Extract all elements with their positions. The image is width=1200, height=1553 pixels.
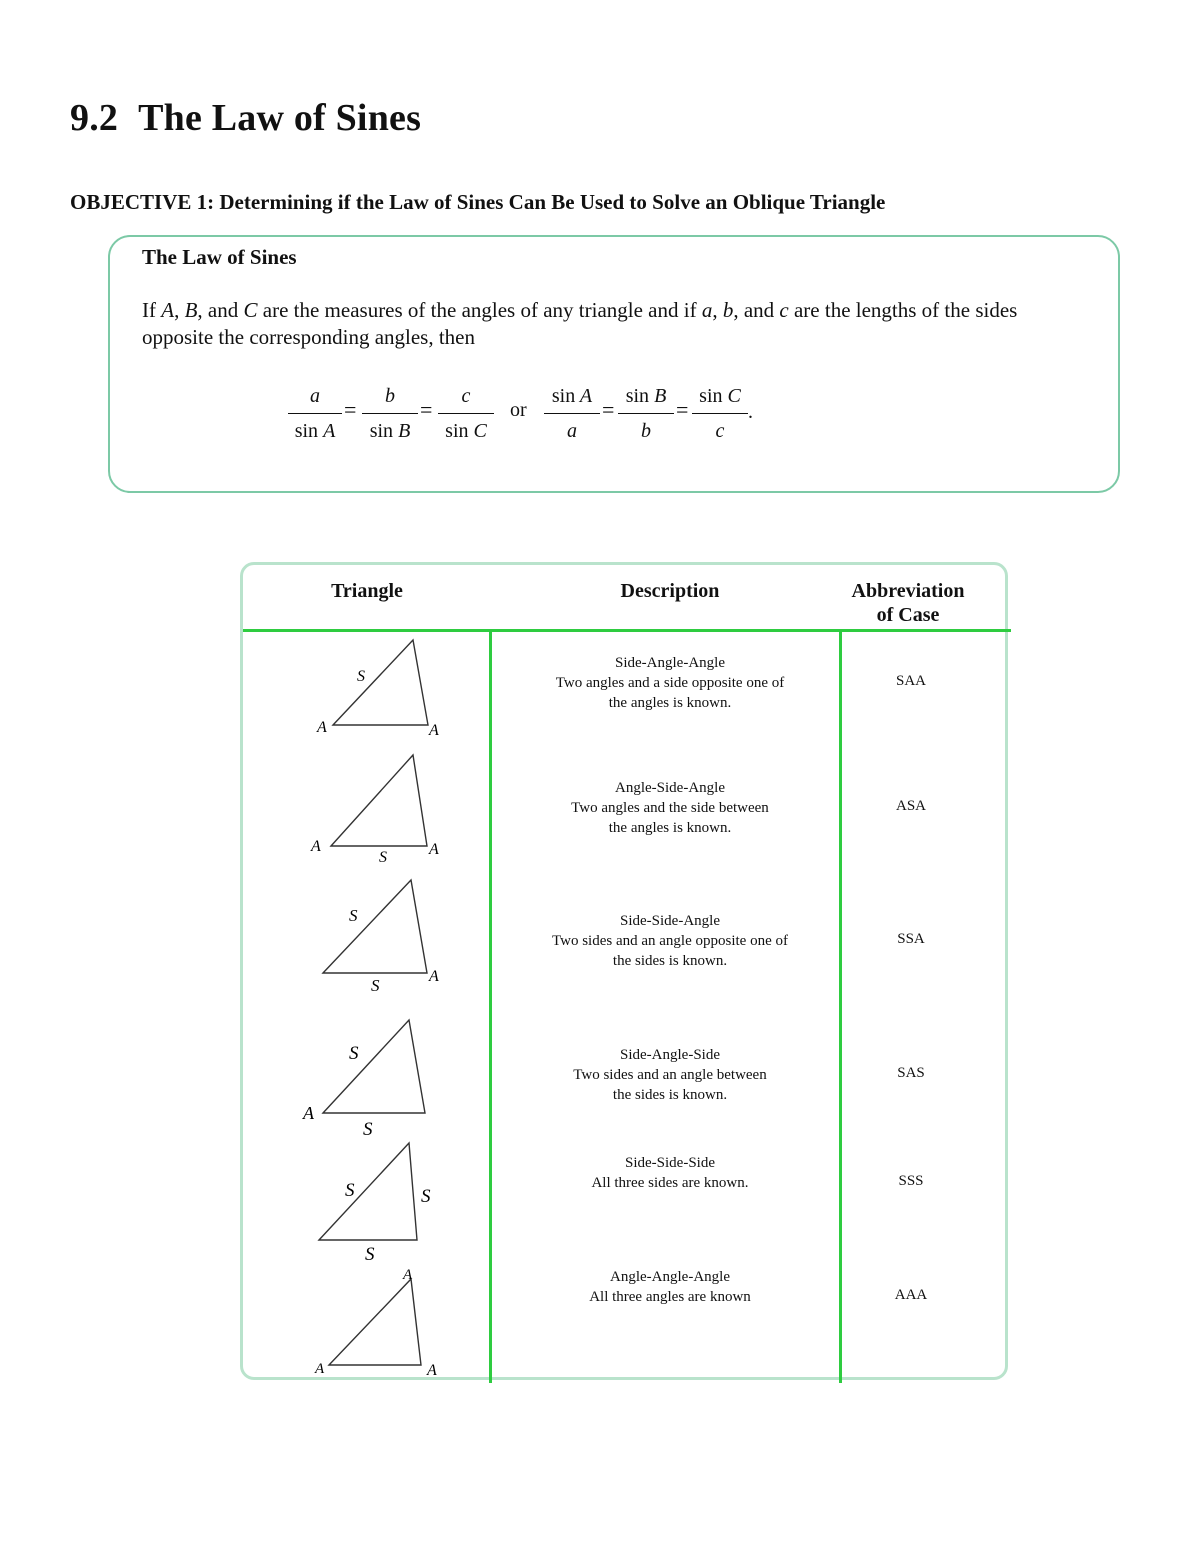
triangle-cases-table [240,562,1008,1380]
header-description: Description [620,580,720,602]
equals-sign: = [602,397,615,422]
description-asa: Angle-Side-Angle Two angles and the side between the angles is known. [571,780,769,836]
angle-label: A [317,719,327,736]
fraction-a-over-sinA: a sin A [288,383,342,444]
triangle-sas-diagram [299,1015,449,1140]
law-box-heading: The Law of Sines [142,245,297,269]
angle-label: A [429,722,439,739]
page-title [70,96,421,140]
side-label: S [421,1186,431,1207]
fraction-sinB-over-b: sin B b [618,383,674,444]
section-title: The Law of Sines [138,97,422,139]
fraction-sinA-over-a: sin A a [544,383,600,444]
header-abbreviation: Abbreviation of Case [851,580,965,626]
description-aaa: Angle-Angle-Angle All three angles are known [589,1269,751,1305]
triangle-sss-diagram [299,1138,449,1268]
angle-label: A [403,1267,413,1283]
side-label: S [371,976,380,995]
triangle-asa-diagram [303,750,453,865]
description-ssa: Side-Side-Angle Two sides and an angle opposite one of the sides is known. [552,913,788,969]
description-sas: Side-Angle-Side Two sides and an angle between the sides is known. [573,1047,767,1103]
angle-label: A [429,841,439,858]
side-label: S [349,906,358,925]
equals-sign: = [676,397,689,422]
angle-label: A [429,968,439,985]
triangle-ssa-diagram [303,875,453,995]
abbreviation-sas: SAS [897,1065,925,1081]
angle-label: A [311,838,321,855]
abbreviation-sss: SSS [898,1173,924,1189]
angle-label: A [427,1362,437,1379]
or-text: or [510,399,527,421]
header-triangle: Triangle [331,580,403,602]
fraction-b-over-sinB: b sin B [362,383,418,444]
angle-label: A [303,1103,314,1123]
description-saa: Side-Angle-Angle Two angles and a side opposite one of the angles is known. [555,655,785,711]
angle-label: A [315,1361,325,1377]
fraction-sinC-over-c: sin C c [692,383,748,444]
side-label: S [363,1119,373,1140]
header-divider [243,629,1011,632]
law-statement: If A, B, and C are the measures of the angles of any triangle and if a, b, and c are the lengths of the sides opposite the corresponding angles, then [142,298,1018,349]
triangle-aaa-diagram [303,1265,453,1380]
abbreviation-saa: SAA [895,673,926,689]
abbreviation-aaa: AAA [894,1287,928,1303]
equals-sign: = [420,397,433,422]
side-label: S [357,668,365,685]
side-label: S [379,849,387,865]
fraction-c-over-sinC: c sin C [438,383,494,444]
law-of-sines-box [108,235,1120,493]
formula-period: . [748,401,753,423]
objective-heading: OBJECTIVE 1: Determining if the Law of Sines Can Be Used to Solve an Oblique Triangle [70,190,886,214]
section-number: 9.2 [70,97,119,139]
abbreviation-ssa: SSA [897,931,925,947]
column-divider [489,631,492,1383]
triangle-saa-diagram [303,635,453,745]
equals-sign: = [344,397,357,422]
side-label: S [365,1244,375,1265]
abbreviation-asa: ASA [895,798,926,814]
side-label: S [345,1180,355,1201]
description-sss: Side-Side-Side All three sides are known. [591,1155,749,1191]
side-label: S [349,1043,359,1064]
